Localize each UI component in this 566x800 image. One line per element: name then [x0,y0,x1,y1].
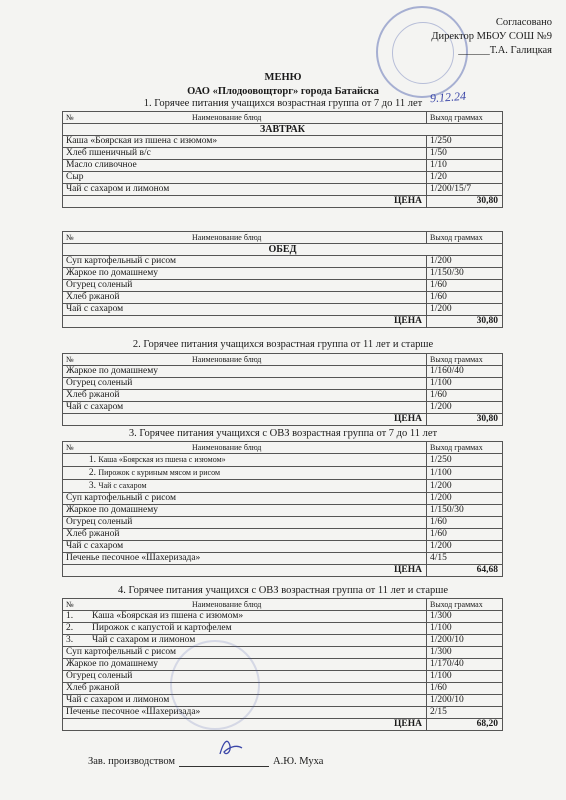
price-label: ЦЕНА [63,565,427,577]
table-row: Жаркое по домашнему 1/170/40 [63,659,503,671]
menu-table-section-4 [62,598,503,731]
price-label: ЦЕНА [63,316,427,328]
table-row: Огурец соленый 1/100 [63,378,503,390]
table-row: Суп картофельный с рисом 1/200 [63,493,503,505]
footer-signature-line [88,756,323,767]
table-row: Хлеб ржаной 1/60 [63,390,503,402]
column-header-name: № Наименование блюд [63,599,427,611]
table-row: Хлеб пшеничный в/с 1/50 [63,148,503,160]
table-row: Жаркое по домашнему 1/160/40 [63,366,503,378]
price-row [63,565,503,577]
table-row: Жаркое по домашнему 1/150/30 [63,268,503,280]
column-header-yield: Выход граммах [427,442,503,454]
table-row: Огурец соленый 1/60 [63,517,503,529]
table-header-row [63,232,503,244]
table-row: Печенье песочное «Шахеризада» 2/15 [63,707,503,719]
table-row: 2. Пирожок с капустой и картофелем 1/100 [63,623,503,635]
price-value: 30,80 [427,196,503,208]
table-row: Хлеб ржаной 1/60 [63,292,503,304]
meal-title: ОБЕД [63,244,503,256]
document-title: МЕНЮ [264,72,302,83]
meal-title: ЗАВТРАК [63,124,503,136]
table-row: 1. Каша «Боярская из пшена с изюмом» 1/250 [63,454,503,467]
document-subtitle: ОАО «Плодоовощторг» города Батайска [187,86,379,97]
table-header-row [63,354,503,366]
price-row [63,414,503,426]
price-label: ЦЕНА [63,719,427,731]
table-row: 1. Каша «Боярская из пшена с изюмом» 1/300 [63,611,503,623]
table-header-row [63,112,503,124]
menu-table-lunch [62,231,503,328]
table-row: Печенье песочное «Шахеризада» 4/15 [63,553,503,565]
column-header-name: № Наименование блюд [63,112,427,124]
section-heading-2: 2. Горячее питания учащихся возрастная группа от 11 лет и старше [132,339,434,350]
table-row: 2. Пирожок с куриным мясом и рисом 1/100 [63,467,503,480]
column-header-name: № Наименование блюд [63,354,427,366]
table-row: 3. Чай с сахаром и лимоном 1/200/10 [63,635,503,647]
faint-stamp [170,640,260,730]
price-value: 30,80 [427,414,503,426]
table-row: Чай с сахаром 1/200 [63,304,503,316]
section-heading-1: 1. Горячее питания учащихся возрастная группа от 7 до 11 лет [143,98,423,109]
section-heading-4: 4. Горячее питания учащихся с ОВЗ возрастная группа от 11 лет и старше [117,585,449,596]
table-row: Каша «Боярская из пшена с изюмом» 1/250 [63,136,503,148]
handwritten-date: 9.12.24 [429,88,467,106]
column-header-yield: Выход граммах [427,599,503,611]
table-row: Чай с сахаром 1/200 [63,402,503,414]
approval-line-1: Согласовано [495,17,552,28]
footer-name: А.Ю. Муха [273,756,324,767]
table-row: Чай с сахаром и лимоном 1/200/15/7 [63,184,503,196]
table-row: Чай с сахаром 1/200 [63,541,503,553]
table-row: Чай с сахаром и лимоном 1/200/10 [63,695,503,707]
price-row [63,719,503,731]
signature-icon [216,736,246,758]
table-row: Суп картофельный с рисом 1/200 [63,256,503,268]
price-row [63,316,503,328]
meal-title-row [63,124,503,136]
table-row: Жаркое по домашнему 1/150/30 [63,505,503,517]
table-row: Огурец соленый 1/60 [63,280,503,292]
meal-title-row [63,244,503,256]
approval-line-2: Директор МБОУ СОШ №9 [431,31,552,42]
section-heading-3: 3. Горячее питания учащихся с ОВЗ возрастная группа от 7 до 11 лет [128,428,438,439]
menu-table-breakfast [62,111,503,208]
table-header-row [63,442,503,454]
table-row: Суп картофельный с рисом 1/300 [63,647,503,659]
table-header-row [63,599,503,611]
price-value: 64,68 [427,565,503,577]
table-row: Масло сливочное 1/10 [63,160,503,172]
menu-table-section-2 [62,353,503,426]
approval-block [431,16,552,58]
signature-line [179,766,269,767]
price-value: 30,80 [427,316,503,328]
footer-label: Зав. производством [88,756,176,767]
table-row: Хлеб ржаной 1/60 [63,683,503,695]
table-row: Хлеб ржаной 1/60 [63,529,503,541]
column-header-yield: Выход граммах [427,354,503,366]
column-header-yield: Выход граммах [427,112,503,124]
table-row: Огурец соленый 1/100 [63,671,503,683]
menu-table-section-3 [62,441,503,577]
table-row: Сыр 1/20 [63,172,503,184]
column-header-name: № Наименование блюд [63,442,427,454]
column-header-name: № Наименование блюд [63,232,427,244]
price-row [63,196,503,208]
column-header-yield: Выход граммах [427,232,503,244]
price-label: ЦЕНА [63,414,427,426]
price-value: 68,20 [427,719,503,731]
approval-line-3: ______Т.А. Галицкая [458,45,552,56]
table-row: 3. Чай с сахаром 1/200 [63,480,503,493]
price-label: ЦЕНА [63,196,427,208]
